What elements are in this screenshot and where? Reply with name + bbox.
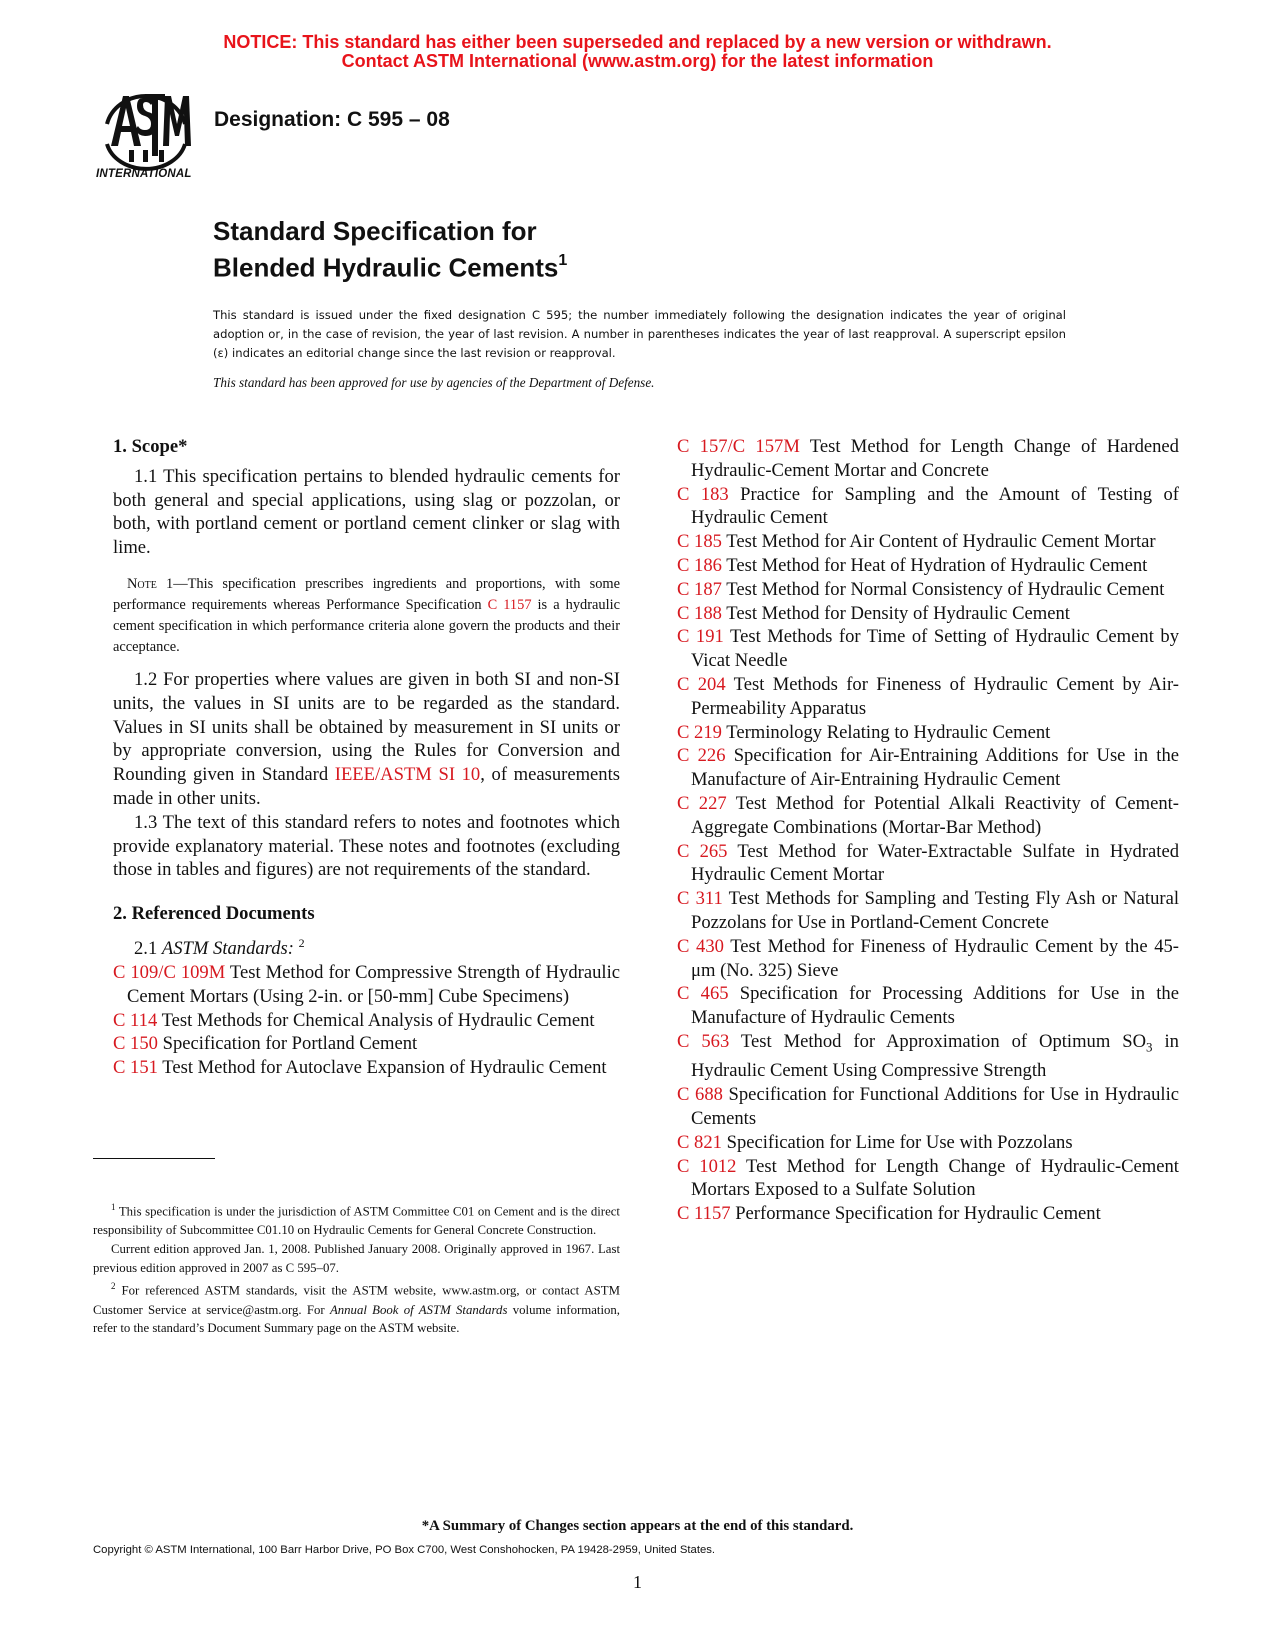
referenced-documents-heading: 2. Referenced Documents [113,903,315,925]
reference-title: Test Methods for Chemical Analysis of Hydraulic Cement [157,1009,595,1031]
footnote-2 [93,1277,620,1338]
reference-title: Test Method for Water-Extractable Sulfate in Hydrated Hydraulic Cement Mortar [691,840,1180,886]
footnote-2-text-b: volume information, refer to the standard’s Document Summary page on the ASTM website. [93,1302,621,1336]
reference-item [677,602,1179,626]
reference-code-link[interactable]: C 219 [677,721,722,743]
logo-international-text: INTERNATIONAL [96,168,192,180]
reference-title: Test Method for Heat of Hydration of Hydraulic Cement [721,554,1148,576]
reference-item [677,721,1179,745]
reference-code-link[interactable]: C 109/C 109M [113,961,226,983]
footnote-divider [93,1158,215,1159]
dod-approval-note: This standard has been approved for use by agencies of the Department of Defense. [213,375,655,390]
reference-code-link[interactable]: C 688 [677,1084,723,1106]
footnote-2-text-a: For referenced ASTM standards, visit the ASTM website, www.astm.org, or contact ASTM Customer Service at service@astm.org. For [93,1283,620,1317]
note-1 [113,574,620,658]
notice-line-2: Contact ASTM International (www.astm.org) for the latest information [341,51,934,71]
reference-title: Specification for Lime for Use with Pozzolans [721,1131,1073,1153]
reference-code-link[interactable]: C 227 [677,792,727,814]
reference-item [677,935,1179,983]
reference-code-link[interactable]: C 465 [677,983,729,1005]
reference-code-link[interactable]: C 191 [677,626,724,648]
astm-standards-footnote-mark[interactable]: 2 [298,935,305,950]
reference-item [677,530,1179,554]
note-1-suffix: is a hydraulic cement specification in which performance criteria alone govern the products and their acceptance. [113,596,620,655]
reference-code-link[interactable]: C 821 [677,1131,722,1153]
reference-title: Specification for Portland Cement [157,1033,418,1055]
document-title [213,216,567,284]
title-line-1: Standard Specification for [213,216,537,246]
reference-code-link[interactable]: C 204 [677,673,726,695]
footnote-1-mark: 1 [111,1202,116,1212]
reference-item [677,792,1179,840]
paragraph-1-1: 1.1 This specification pertains to blended hydraulic cements for both general and special applications, using slag or pozzolan, or both, with portland cement or portland cement clinker or slag with lime. [113,465,620,559]
notice-line-1: NOTICE: This standard has either been superseded and replaced by a new version or withdrawn. [223,32,1052,52]
reference-list-left [113,961,620,1080]
reference-item [113,1009,620,1033]
footnote-1 [93,1198,620,1240]
reference-item [677,578,1179,602]
reference-item [113,1032,620,1056]
reference-code-link[interactable]: C 1012 [677,1155,737,1177]
reference-code-link[interactable]: C 563 [677,1030,730,1052]
reference-code-link[interactable]: C 226 [677,745,726,767]
reference-code-link[interactable]: C 1157 [677,1203,731,1225]
note-1-link-c1157[interactable]: C 1157 [487,596,532,613]
reference-title: Test Method for Air Content of Hydraulic Cement Mortar [721,531,1156,553]
title-footnote-mark[interactable]: 1 [558,252,568,269]
reference-title: Test Method for Autoclave Expansion of Hydraulic Cement [157,1057,607,1079]
issued-note: This standard is issued under the fixed designation C 595; the number immediately following the designation indicates the year of original adoption or, in the case of revision, the year of last revision. A number in parentheses indicates the year of last reapproval. A superscript epsilon (ε) indicates an editorial change since the last revision or reapproval. [213,308,1066,360]
reference-title: Test Methods for Sampling and Testing Fly Ash or Natural Pozzolans for Use in Portland-Cement Concrete [691,888,1179,933]
reference-item [677,1131,1179,1155]
reference-title: Specification for Air-Entraining Additions for Use in the Manufacture of Air-Entraining Hydraulic Cement [691,745,1179,791]
reference-item [677,483,1179,531]
right-column [677,435,1179,1226]
reference-item [677,435,1179,483]
reference-title: Specification for Functional Additions for Use in Hydraulic Cements [691,1084,1179,1130]
reference-code-link[interactable]: C 188 [677,602,722,624]
reference-code-link[interactable]: C 311 [677,888,723,910]
reference-item [677,1155,1179,1203]
footnotes [93,1198,620,1338]
footnote-1-edition: Current edition approved Jan. 1, 2008. Published January 2008. Originally approved in 1967. Last previous edition approved in 2007 as C 595–07. [93,1241,620,1275]
reference-item [113,1056,620,1080]
reference-list-right [677,435,1179,1226]
p1-2-suffix: , of measurements made in other units. [113,764,620,809]
summary-of-changes-note: *A Summary of Changes section appears at the end of this standard. [421,1518,854,1534]
reference-title: Test Method for Potential Alkali Reactivity of Cement-Aggregate Combinations (Mortar-Bar Method) [691,792,1179,838]
reference-title: Test Method for Density of Hydraulic Cement [721,602,1070,624]
reference-title: Practice for Sampling and the Amount of Testing of Hydraulic Cement [691,483,1179,529]
astm-standards-label: ASTM Standards: [161,938,294,960]
withdrawn-notice [0,33,1275,71]
reference-code-link[interactable]: C 430 [677,935,724,957]
reference-title: Test Methods for Time of Setting of Hydraulic Cement by Vicat Needle [691,626,1179,672]
reference-item [677,744,1179,792]
reference-title: Test Method for Fineness of Hydraulic Cement by the 45-μm (No. 325) Sieve [691,935,1179,981]
reference-code-link[interactable]: C 114 [113,1009,158,1031]
reference-title: Test Method for Approximation of Optimum SO [729,1030,1147,1052]
reference-code-link[interactable]: C 150 [113,1033,158,1055]
reference-title: Specification for Processing Additions for Use in the Manufacture of Hydraulic Cements [691,983,1179,1029]
reference-item [677,673,1179,721]
reference-title: Test Methods for Fineness of Hydraulic Cement by Air-Permeability Apparatus [691,673,1179,719]
title-line-2: Blended Hydraulic Cements [213,252,559,283]
reference-item [113,961,620,1009]
reference-item [677,625,1179,673]
reference-code-link[interactable]: C 186 [677,554,722,576]
p1-2-prefix: 1.2 For properties where values are given in both SI and non-SI units, the values in SI units are to be regarded as the standard. Values in SI units shall be obtained by measurement in SI units or by appropriate conversion, using the Rules for Conversion and Rounding given in Standard [113,668,620,786]
left-column [113,435,620,1080]
link-ieee-astm-si10[interactable]: IEEE/ASTM SI 10 [334,764,481,786]
reference-item [677,1202,1179,1226]
reference-title: Test Method for Compressive Strength of Hydraulic Cement Mortars (Using 2-in. or [50-mm] Cube Specimens) [127,961,620,1007]
paragraph-1-3: 1.3 The text of this standard refers to notes and footnotes which provide explanatory material. These notes and footnotes (excluding those in tables and figures) are not requirements of the standard. [113,811,620,881]
reference-title-continued: in Hydraulic Cement Using Compressive Strength [691,1030,1179,1082]
footnote-2-mark: 2 [111,1281,116,1292]
reference-item [677,840,1179,888]
reference-item [677,1083,1179,1131]
reference-code-link[interactable]: C 183 [677,483,729,505]
copyright-line: Copyright © ASTM International, 100 Barr Harbor Drive, PO Box C700, West Conshohocken, PA 19428-2959, United States. [93,1544,716,1556]
designation: Designation: C 595 – 08 [214,108,450,131]
footnote-2-italic: Annual Book of ASTM Standards [329,1302,508,1317]
reference-title: Performance Specification for Hydraulic Cement [730,1203,1101,1225]
reference-code-link[interactable]: C 151 [113,1057,158,1079]
reference-title: Terminology Relating to Hydraulic Cement [721,721,1051,743]
scope-heading: 1. Scope* [113,436,188,457]
reference-item [677,554,1179,578]
reference-code-link[interactable]: C 157/C 157M [677,436,800,457]
reference-title: Test Method for Normal Consistency of Hydraulic Cement [721,578,1165,600]
reference-code-link[interactable]: C 187 [677,578,722,600]
reference-item [677,887,1179,935]
paragraph-1-2 [113,668,620,811]
note-1-prefix: 1—This specification prescribes ingredients and proportions, with some performance requirements whereas Performance Specification [113,575,620,613]
footnote-1-text: This specification is under the jurisdiction of ASTM Committee C01 on Cement and is the direct responsibility of Subcommittee C01.10 on Hydraulic Cements for General Concrete Construction. [93,1204,620,1238]
reference-code-link[interactable]: C 185 [677,531,722,553]
astm-standards-number: 2.1 [134,938,162,960]
reference-item [677,1030,1179,1083]
reference-title: Test Method for Length Change of Hardened Hydraulic-Cement Mortar and Concrete [691,436,1179,481]
reference-subscript: 3 [1146,1039,1153,1055]
reference-code-link[interactable]: C 265 [677,840,728,862]
note-1-label: Note [127,575,157,592]
reference-title: Test Method for Length Change of Hydraulic-Cement Mortars Exposed to a Sulfate Solution [691,1155,1179,1201]
reference-item [677,982,1179,1030]
page-number: 1 [633,1572,642,1592]
astm-standards-subheading [134,932,620,961]
